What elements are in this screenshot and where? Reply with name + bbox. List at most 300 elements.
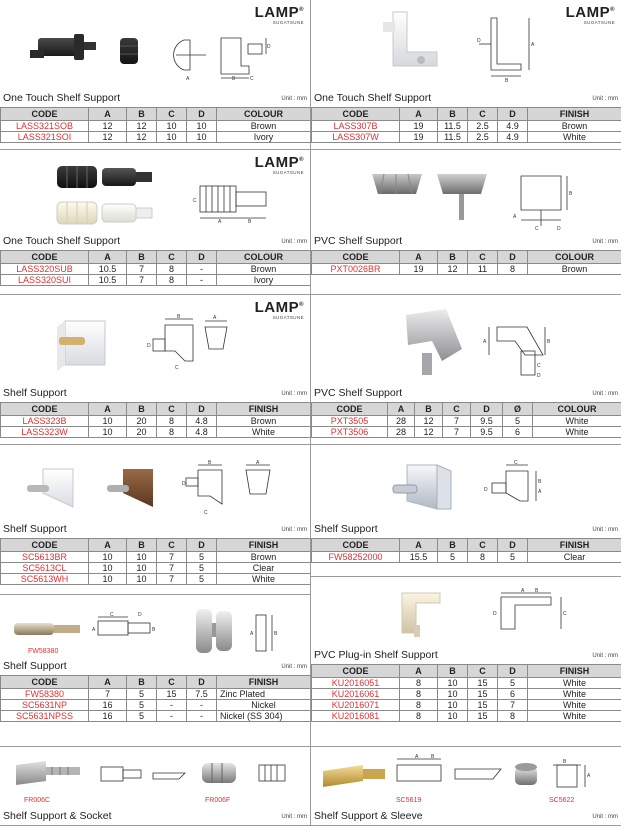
product-caption: SC5619 bbox=[396, 797, 422, 804]
dimension-drawing bbox=[190, 180, 290, 225]
column-header: CODE bbox=[312, 251, 400, 264]
right-product-section-6 bbox=[311, 747, 621, 826]
lamp-logo-sub: SUGATSUNE bbox=[583, 20, 615, 25]
table-row bbox=[1, 416, 311, 427]
product-caption: FR006F bbox=[205, 797, 231, 804]
column-header: D bbox=[498, 665, 528, 678]
spec-cell: 10 bbox=[438, 678, 468, 689]
section-title: One Touch Shelf Support bbox=[314, 92, 432, 104]
unit-label: Unit : mm bbox=[592, 527, 618, 533]
spec-cell: - bbox=[187, 700, 217, 711]
spec-cell: 8 bbox=[157, 427, 187, 438]
spec-cell: 16 bbox=[89, 711, 127, 722]
product-code-cell: PXT0026BR bbox=[312, 264, 400, 275]
section-title: Shelf Support bbox=[3, 660, 67, 672]
product-illustration bbox=[0, 445, 310, 523]
ivory-sleeve-photo bbox=[55, 198, 100, 228]
lamp-logo-text: LAMP bbox=[254, 4, 300, 21]
spec-table bbox=[0, 402, 311, 438]
spec-cell: 7 bbox=[443, 416, 471, 427]
spec-cell: 10 bbox=[127, 574, 157, 585]
column-header: C bbox=[468, 108, 498, 121]
lamp-logo-word bbox=[255, 298, 304, 315]
column-header: FINISH bbox=[217, 403, 311, 416]
dimension-drawing bbox=[145, 315, 235, 375]
column-header: FINISH bbox=[528, 665, 621, 678]
svg-text:C: C bbox=[537, 363, 541, 369]
grey-peg-photo bbox=[366, 166, 431, 221]
spec-table-header bbox=[1, 676, 311, 689]
spec-cell: White bbox=[217, 427, 311, 438]
spec-cell: 10 bbox=[157, 132, 187, 143]
column-header: CODE bbox=[1, 251, 89, 264]
dimension-drawing bbox=[391, 755, 511, 795]
lamp-logo-word bbox=[255, 3, 304, 20]
product-code-cell: KU2016051 bbox=[312, 678, 400, 689]
right-product-section-4 bbox=[311, 445, 621, 577]
spec-cell: 7 bbox=[157, 574, 187, 585]
column-header: C bbox=[157, 403, 187, 416]
svg-text:A: A bbox=[483, 339, 487, 345]
svg-text:A: A bbox=[587, 773, 591, 779]
svg-text:B: B bbox=[248, 219, 252, 225]
table-row bbox=[1, 711, 311, 722]
spec-cell: 10 bbox=[187, 132, 217, 143]
right-column bbox=[311, 0, 621, 826]
column-header: C bbox=[157, 676, 187, 689]
spec-cell: 4.8 bbox=[187, 416, 217, 427]
spec-cell: Brown bbox=[217, 264, 311, 275]
column-header: B bbox=[438, 539, 468, 552]
spec-cell: 8 bbox=[498, 264, 528, 275]
section-title: One Touch Shelf Support bbox=[3, 92, 121, 104]
spec-table bbox=[311, 538, 621, 563]
spec-cell: White bbox=[528, 678, 621, 689]
svg-text:B: B bbox=[569, 191, 573, 197]
column-header: D bbox=[498, 251, 528, 264]
grey-pin-peg-photo bbox=[431, 166, 501, 231]
column-header: D bbox=[187, 403, 217, 416]
spec-table bbox=[0, 538, 311, 585]
svg-text:A: A bbox=[213, 315, 217, 321]
dimension-drawing bbox=[250, 609, 290, 659]
unit-label: Unit : mm bbox=[281, 239, 307, 245]
spec-cell: 20 bbox=[127, 416, 157, 427]
lamp-logo-text: LAMP bbox=[565, 4, 611, 21]
column-header: D bbox=[187, 539, 217, 552]
product-illustration bbox=[311, 445, 621, 523]
cylinder-pin-photo bbox=[190, 605, 240, 660]
product-code-cell: SC5613CL bbox=[1, 563, 89, 574]
spec-cell: 5 bbox=[438, 552, 468, 563]
section-title: PVC Shelf Support bbox=[314, 387, 403, 399]
table-row bbox=[312, 264, 621, 275]
column-header: Ø bbox=[503, 403, 533, 416]
svg-text:B: B bbox=[535, 588, 539, 594]
column-header: A bbox=[400, 251, 438, 264]
product-code-cell: KU2016061 bbox=[312, 689, 400, 700]
spec-cell: 7 bbox=[127, 275, 157, 286]
ivory-pin-photo bbox=[100, 198, 155, 228]
svg-text:B: B bbox=[431, 754, 435, 760]
spec-cell: 5 bbox=[127, 700, 157, 711]
spec-cell: 10 bbox=[89, 416, 127, 427]
brown-sleeve-photo bbox=[55, 162, 100, 192]
lamp-logo-sub: SUGATSUNE bbox=[272, 20, 304, 25]
right-product-section-5 bbox=[311, 577, 621, 747]
registered-mark: ® bbox=[299, 302, 304, 308]
spec-cell: 7 bbox=[157, 563, 187, 574]
product-code-cell: PXT3505 bbox=[312, 416, 388, 427]
sleeve-photo bbox=[118, 36, 140, 66]
spec-cell: 5 bbox=[127, 689, 157, 700]
dimension-drawing bbox=[176, 30, 286, 80]
spec-table bbox=[0, 250, 311, 286]
spec-cell: 19 bbox=[400, 121, 438, 132]
column-header: COLOUR bbox=[533, 403, 621, 416]
spec-cell: Brown bbox=[217, 552, 311, 563]
spec-cell: White bbox=[528, 711, 621, 722]
product-code-cell: SC5613BR bbox=[1, 552, 89, 563]
spec-cell: Brown bbox=[217, 121, 311, 132]
spec-cell: 12 bbox=[415, 427, 443, 438]
ivory-plug-photo bbox=[396, 587, 456, 642]
unit-label: Unit : mm bbox=[592, 391, 618, 397]
column-header: C bbox=[157, 539, 187, 552]
spec-cell: 8 bbox=[498, 711, 528, 722]
svg-text:C: C bbox=[514, 460, 518, 466]
spec-table-header bbox=[1, 539, 311, 552]
spec-cell: 11 bbox=[468, 264, 498, 275]
column-header: B bbox=[438, 665, 468, 678]
svg-text:D: D bbox=[557, 226, 561, 232]
svg-text:C: C bbox=[250, 76, 254, 82]
white-l-bracket-photo bbox=[381, 8, 446, 73]
spec-table bbox=[311, 107, 621, 143]
svg-text:C: C bbox=[193, 198, 197, 204]
table-row bbox=[1, 121, 311, 132]
dimension-drawing bbox=[481, 317, 571, 382]
lamp-logo bbox=[255, 3, 304, 26]
brown-pin-photo bbox=[100, 162, 155, 192]
table-row bbox=[1, 563, 311, 574]
svg-text:A: A bbox=[218, 219, 222, 225]
product-code-cell: LASS321SOB bbox=[1, 121, 89, 132]
section-title: PVC Shelf Support bbox=[314, 235, 403, 247]
product-code-cell: SC5631NP bbox=[1, 700, 89, 711]
product-caption: FW58380 bbox=[28, 648, 59, 655]
spec-cell: 7 bbox=[443, 427, 471, 438]
brass-pin-photo bbox=[12, 615, 82, 645]
spec-cell: 10 bbox=[187, 121, 217, 132]
column-header: A bbox=[400, 108, 438, 121]
svg-text:A: A bbox=[538, 489, 542, 495]
column-header: FINISH bbox=[528, 539, 621, 552]
column-header: B bbox=[127, 539, 157, 552]
table-row bbox=[312, 132, 621, 143]
column-header: B bbox=[415, 403, 443, 416]
product-code-cell: KU2016081 bbox=[312, 711, 400, 722]
right-product-section-3 bbox=[311, 295, 621, 445]
spec-cell: 6 bbox=[498, 689, 528, 700]
svg-text:C: C bbox=[563, 611, 567, 617]
lamp-logo bbox=[255, 153, 304, 176]
svg-text:D: D bbox=[182, 481, 186, 487]
unit-label: Unit : mm bbox=[592, 814, 618, 820]
column-header: C bbox=[468, 665, 498, 678]
spec-cell: 10.5 bbox=[89, 275, 127, 286]
spec-cell: 10.5 bbox=[89, 264, 127, 275]
spec-cell: - bbox=[187, 264, 217, 275]
one-touch-support-photo bbox=[30, 30, 100, 70]
lamp-logo-word bbox=[255, 153, 304, 170]
spec-cell: - bbox=[187, 711, 217, 722]
spec-cell: 7.5 bbox=[187, 689, 217, 700]
spec-cell: 12 bbox=[127, 132, 157, 143]
lamp-logo bbox=[566, 3, 615, 26]
spec-table-header bbox=[312, 108, 621, 121]
table-row bbox=[1, 689, 311, 700]
table-row bbox=[312, 689, 621, 700]
spec-cell: 2.5 bbox=[468, 121, 498, 132]
spec-cell: 19 bbox=[400, 132, 438, 143]
column-header: FINISH bbox=[528, 108, 621, 121]
svg-text:A: A bbox=[531, 42, 535, 48]
product-code-cell: FW58380 bbox=[1, 689, 89, 700]
svg-text:B: B bbox=[538, 479, 542, 485]
clear-support-photo bbox=[391, 459, 471, 524]
brown-pin-support-photo bbox=[105, 463, 170, 513]
dimension-drawing bbox=[255, 759, 295, 789]
spec-cell: 28 bbox=[388, 427, 415, 438]
dimension-drawing bbox=[182, 460, 282, 520]
spec-cell: 10 bbox=[157, 121, 187, 132]
spec-cell: White bbox=[217, 574, 311, 585]
column-header: CODE bbox=[1, 676, 89, 689]
registered-mark: ® bbox=[610, 7, 615, 13]
spec-cell: Brown bbox=[217, 416, 311, 427]
table-row bbox=[1, 132, 311, 143]
spec-table-header bbox=[312, 403, 621, 416]
column-header: COLOUR bbox=[217, 251, 311, 264]
lamp-logo-sub: SUGATSUNE bbox=[272, 170, 304, 175]
spec-cell: 8 bbox=[400, 678, 438, 689]
spec-cell: 10 bbox=[438, 700, 468, 711]
svg-text:B: B bbox=[274, 631, 278, 637]
unit-label: Unit : mm bbox=[281, 96, 307, 102]
eyelet-photo bbox=[511, 761, 541, 791]
product-code-cell: LASS307W bbox=[312, 132, 400, 143]
spec-cell: 15 bbox=[468, 678, 498, 689]
table-row bbox=[312, 416, 621, 427]
svg-text:D: D bbox=[477, 38, 481, 44]
lamp-logo-text: LAMP bbox=[254, 154, 300, 171]
spec-cell: Clear bbox=[217, 563, 311, 574]
dimension-drawing bbox=[471, 14, 551, 84]
svg-text:A: A bbox=[521, 588, 525, 594]
spec-cell: 5 bbox=[187, 574, 217, 585]
spec-cell: 10 bbox=[89, 574, 127, 585]
spec-table-header bbox=[1, 403, 311, 416]
unit-label: Unit : mm bbox=[281, 527, 307, 533]
spec-cell: 5 bbox=[503, 416, 533, 427]
spec-cell: 28 bbox=[388, 416, 415, 427]
section-title: PVC Plug-in Shelf Support bbox=[314, 649, 438, 661]
svg-text:A: A bbox=[186, 76, 190, 82]
product-code-cell: LASS321SOI bbox=[1, 132, 89, 143]
dimension-drawing bbox=[476, 461, 576, 526]
table-row bbox=[1, 552, 311, 563]
spec-cell: - bbox=[187, 275, 217, 286]
spec-cell: Clear bbox=[528, 552, 621, 563]
spec-cell: 16 bbox=[89, 700, 127, 711]
svg-text:D: D bbox=[267, 44, 271, 50]
svg-text:C: C bbox=[175, 365, 179, 371]
section-title: One Touch Shelf Support bbox=[3, 235, 121, 247]
column-header: D bbox=[498, 108, 528, 121]
dimension-drawing bbox=[491, 588, 581, 636]
spec-cell: Zinc Plated bbox=[217, 689, 311, 700]
spec-cell: 9.5 bbox=[471, 427, 503, 438]
table-row bbox=[312, 700, 621, 711]
svg-text:B: B bbox=[232, 76, 236, 82]
left-product-section-6 bbox=[0, 747, 310, 826]
registered-mark: ® bbox=[299, 157, 304, 163]
svg-text:D: D bbox=[484, 487, 488, 493]
brass-sleeve-photo bbox=[319, 757, 389, 792]
spec-cell: 7 bbox=[498, 700, 528, 711]
spec-cell: Brown bbox=[528, 121, 621, 132]
column-header: A bbox=[400, 665, 438, 678]
spec-cell: 2.5 bbox=[468, 132, 498, 143]
lamp-logo-word bbox=[566, 3, 615, 20]
spec-cell: 11.5 bbox=[438, 132, 468, 143]
left-column bbox=[0, 0, 310, 826]
table-row bbox=[312, 678, 621, 689]
left-product-section-4 bbox=[0, 445, 310, 595]
svg-text:B: B bbox=[547, 339, 551, 345]
spec-cell: 6 bbox=[503, 427, 533, 438]
dimension-drawing bbox=[95, 761, 195, 791]
socket-photo bbox=[198, 757, 243, 792]
column-header: B bbox=[127, 403, 157, 416]
svg-text:A: A bbox=[415, 754, 419, 760]
svg-text:A: A bbox=[256, 460, 260, 466]
product-code-cell: LASS323W bbox=[1, 427, 89, 438]
column-header: B bbox=[438, 251, 468, 264]
column-header: D bbox=[498, 539, 528, 552]
svg-text:C: C bbox=[204, 510, 208, 516]
column-header: B bbox=[127, 251, 157, 264]
dimension-drawing bbox=[90, 613, 160, 643]
spec-cell: 15 bbox=[468, 689, 498, 700]
bracket-screw-photo bbox=[12, 755, 87, 795]
column-header: D bbox=[471, 403, 503, 416]
product-code-cell: PXT3506 bbox=[312, 427, 388, 438]
spec-cell: 9.5 bbox=[471, 416, 503, 427]
product-code-cell: LASS323B bbox=[1, 416, 89, 427]
spec-cell: 8 bbox=[157, 275, 187, 286]
spec-cell: 12 bbox=[415, 416, 443, 427]
product-code-cell: LASS320SUI bbox=[1, 275, 89, 286]
column-header: CODE bbox=[312, 665, 400, 678]
spec-cell: 7 bbox=[127, 264, 157, 275]
table-row bbox=[1, 427, 311, 438]
spec-cell: 10 bbox=[127, 552, 157, 563]
column-header: D bbox=[187, 676, 217, 689]
white-pin-support-photo bbox=[25, 463, 90, 513]
product-caption: SC5622 bbox=[549, 797, 575, 804]
spec-cell: 8 bbox=[400, 700, 438, 711]
spec-cell: 12 bbox=[127, 121, 157, 132]
spec-cell: 10 bbox=[89, 552, 127, 563]
spec-cell: 5 bbox=[187, 552, 217, 563]
spec-cell: 5 bbox=[187, 563, 217, 574]
spec-cell: 5 bbox=[127, 711, 157, 722]
spec-cell: 10 bbox=[438, 689, 468, 700]
product-illustration bbox=[311, 295, 621, 387]
svg-text:B: B bbox=[563, 759, 567, 765]
spec-cell: 12 bbox=[89, 132, 127, 143]
spec-cell: 4.8 bbox=[187, 427, 217, 438]
dimension-drawing bbox=[511, 170, 591, 230]
spec-cell: 20 bbox=[127, 427, 157, 438]
spec-cell: White bbox=[528, 700, 621, 711]
spec-cell: 8 bbox=[400, 711, 438, 722]
spec-cell: 12 bbox=[438, 264, 468, 275]
spec-table bbox=[311, 664, 621, 722]
spec-table bbox=[311, 402, 621, 438]
product-illustration bbox=[311, 577, 621, 649]
spec-table-header bbox=[312, 251, 621, 264]
unit-label: Unit : mm bbox=[281, 664, 307, 670]
column-header: FINISH bbox=[217, 676, 311, 689]
column-header: D bbox=[187, 251, 217, 264]
column-header: COLOUR bbox=[528, 251, 621, 264]
svg-text:A: A bbox=[513, 214, 517, 220]
spec-cell: 10 bbox=[89, 427, 127, 438]
spec-cell: 12 bbox=[89, 121, 127, 132]
spec-cell: Ivory bbox=[217, 132, 311, 143]
spec-cell: 8 bbox=[468, 552, 498, 563]
spec-cell: White bbox=[528, 689, 621, 700]
svg-text:D: D bbox=[537, 373, 541, 379]
unit-label: Unit : mm bbox=[281, 814, 307, 820]
spec-cell: 15 bbox=[468, 711, 498, 722]
table-row bbox=[1, 264, 311, 275]
column-header: A bbox=[89, 403, 127, 416]
spec-table-header bbox=[312, 539, 621, 552]
table-row bbox=[312, 552, 621, 563]
spec-cell: Brown bbox=[528, 264, 621, 275]
spec-table-header bbox=[1, 251, 311, 264]
section-title: Shelf Support bbox=[314, 523, 378, 535]
section-title: Shelf Support bbox=[3, 387, 67, 399]
column-header: D bbox=[187, 108, 217, 121]
column-divider bbox=[310, 0, 311, 826]
svg-text:D: D bbox=[138, 612, 142, 618]
svg-text:B: B bbox=[152, 627, 156, 633]
right-product-section-2 bbox=[311, 150, 621, 295]
svg-text:A: A bbox=[250, 631, 254, 637]
section-title: Shelf Support & Sleeve bbox=[314, 810, 423, 822]
left-product-section-3 bbox=[0, 295, 310, 445]
svg-text:B: B bbox=[208, 460, 212, 466]
product-code-cell: FW58252000 bbox=[312, 552, 400, 563]
product-code-cell: LASS320SUB bbox=[1, 264, 89, 275]
product-code-cell: SC5613WH bbox=[1, 574, 89, 585]
left-product-section-5 bbox=[0, 595, 310, 747]
